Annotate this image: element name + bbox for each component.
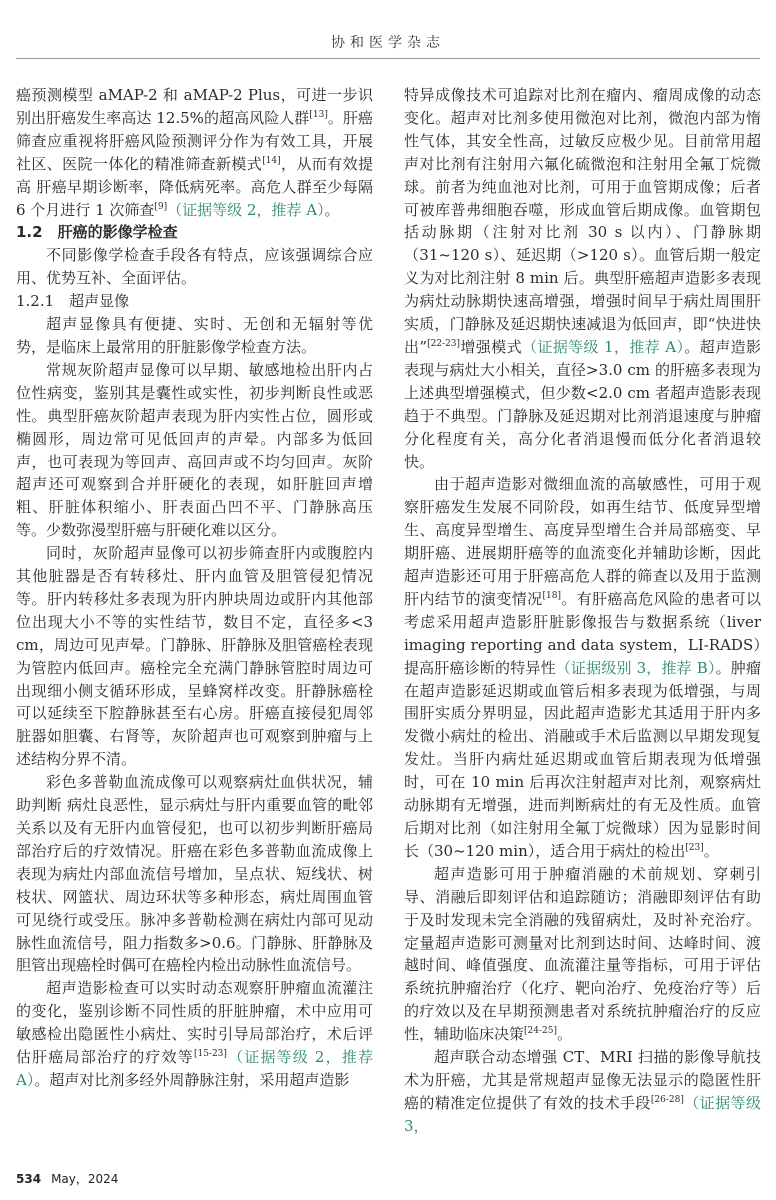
body-text: 常规灰阶超声显像可以早期、敏感地检出肝内占位性病变，鉴别其是囊性或实性，初步判断良性或恶性。典型肝癌灰阶超声表现为肝内实性占位，圆形或椭圆形，周边常可见低回声的声晕。内部多为低回声，也可表现为等回声、高回声或不均匀回声。灰阶超声还可观察到合并肝硬化的表现，如肝脏回声增粗、肝脏体积缩小、肝表面凸凹不平、门静脉高压等。少数弥漫型肝癌与肝硬化难以区分。 [16,360,373,540]
body-text: 。 [703,841,719,860]
body-text: 。有肝癌高危风险的患者可以考虑采用超声造影肝脏影像报告与数据系统（liver imaging reporting and data system，LI-RADS）提高肝癌诊断的特异性 [404,589,761,677]
body-text: 增强模式 [460,337,522,356]
citation-ref: [26-28] [650,1094,684,1105]
body-text: ，从而有效提高 肝癌早期诊断率，降低病死率。高危人群至少每隔 6 个月进行 1 次筛查 [16,154,373,219]
citation-ref: [24-25] [524,1026,557,1037]
body-text: 超声联合动态增强 CT、MRI 扫描的影像导航技术为肝癌，尤其是常规超声显像无法显示的隐匿性肝癌的精准定位提供了有效的技术手段 [404,1048,761,1112]
paragraph [16,359,373,542]
paragraph [404,84,761,473]
body-text: 同时，灰阶超声显像可以初步筛查肝内或腹腔内其他脏器是否有转移灶、肝内血管及胆管侵犯情况等。肝内转移灶多表现为肝内肿块周边或肝内其他部位出现大小不等的实性结节，数目不定，直径多<3 cm，周边可见声晕。门静脉、肝静脉及胆管癌栓表现为管腔内低回声。癌栓完全充满门静脉管腔时周边可出现细小侧支循环形成，呈蜂窝样改变。肝静脉癌栓可以延续至下腔静脉甚至右心房。肝癌直接侵犯周邻脏器如胆囊、右肾等，灰阶超声也可观察到肿瘤与上述结构分界不清。 [16,544,373,769]
issue-date: May，2024 [51,1172,119,1186]
paragraph [404,473,761,862]
body-text: 超声造影可用于肿瘤消融的术前规划、穿刺引导、消融后即刻评估和追踪随访；消融即刻评估有助于及时发现未完全消融的残留病灶，及时补充治疗。定量超声造影可测量对比剂到达时间、达峰时间、渡越时间、峰值强度、血流灌注量等指标，可用于评估系统抗肿瘤治疗（化疗、靶向治疗、免疫治疗等）后的疗效以及在早期预测患者对系统抗肿瘤治疗的反应性，辅助临床决策 [404,864,761,1044]
citation-ref: [18] [542,590,561,601]
body-text: 由于超声造影对微细血流的高敏感性，可用于观察肝癌发生发展不同阶段，如再生结节、低度异型增生、高度异型增生、高度异型增生合并局部癌变、早期肝癌、进展期肝癌等的血流变化并辅助诊断，因此超声造影还可用于肝癌高危人群的筛查以及用于监测肝内结节的演变情况 [404,475,761,608]
citation-ref: [14] [262,155,281,166]
citation-ref: [13] [309,109,328,120]
body-text: 超声造影检查可以实时动态观察肝肿瘤血流灌注的变化，鉴别诊断不同性质的肝脏肿瘤，术中应用可敏感检出隐匿性小病灶、实时引导局部治疗，术后评估肝癌局部治疗的疗效等 [16,979,373,1067]
evidence-level: （证据等级 3， [404,1093,761,1135]
body-text: 不同影像学检查手段各有特点，应该强调综合应用、优势互补、全面评估。 [16,246,373,288]
body-text: 特异成像技术可追踪对比剂在瘤内、瘤周成像的动态变化。超声对比剂多使用微泡对比剂，微泡内部为惰性气体，其安全性高，过敏反应极少见。目前常用超声对比剂有注射用六氟化硫微泡和注射用全氟丁烷微球。前者为纯血池对比剂，可用于血管期成像；后者可被库普弗细胞吞噬，形成血管后期成像。血管期包括动脉期（注射对比剂 30 s 以内）、门静脉期（31~120 s）、延迟期（>120 s）。血管后期一般定义为对比剂注射 8 min 后。典型肝癌超声造影多表现为病灶动脉期快速高增强，增强时间早于病灶周围肝实质，门静脉及延迟期快速减退为低回声，即“快进快出” [404,86,761,356]
body-text: 。 [324,200,340,219]
paragraph [16,771,373,977]
paragraph [16,977,373,1092]
body-text: 。肝癌筛查应重视将肝癌风险预测评分作为有效工具，开展社区、医院一体化的精准筛查新模式 [16,108,373,173]
body-text: 癌预测模型 aMAP-2 和 aMAP-2 Plus，可进一步识别出肝癌发生率高达 12.5%的超高风险人群 [16,86,373,127]
header-divider [16,58,760,59]
page-number: 534 [16,1172,42,1186]
paragraph [16,313,373,359]
body-text: 。超声造影表现与病灶大小相关，直径>3.0 cm 的肝癌多表现为上述典型增强模式，但少数<2.0 cm 者超声造影表现趋于不典型。门静脉及延迟期对比剂消退速度与肿瘤分化程度有关，高分化者消退慢而低分化者消退较快。 [404,337,761,471]
paragraph [16,244,373,290]
body-text: 彩色多普勒血流成像可以观察病灶血供状况，辅助判断 病灶良恶性，显示病灶与肝内重要血管的毗邻关系以及有无肝内血管侵犯，也可以初步判断肝癌局部治疗后的疗效情况。肝癌在彩色多普勒血流成像上表现为病灶内部血流信号增加，呈点状、短线状、树枝状、网篮状、周边环状等多种形态，病灶周围血管可见绕行或受压。脉冲多普勒检测在病灶内部可见动脉性血流信号，阻力指数多>0.6。门静脉、肝静脉及胆管出现癌栓时偶可在癌栓内检出动脉性血流信号。 [16,773,373,975]
paragraph [404,863,761,1046]
citation-ref: [23] [685,842,704,853]
body-text: 。 [556,1025,572,1044]
body-text: 超声显像具有便捷、实时、无创和无辐射等优势，是临床上最常用的肝脏影像学检查方法。 [16,315,373,356]
body-text: 1.2 肝癌的影像学检查 [16,223,178,242]
body-text: 。超声对比剂多经外周静脉注射，采用超声造影 [34,1070,350,1089]
body-text: 1.2.1 超声显像 [16,292,130,311]
body-text: 。肿瘤在超声造影延迟期或血管后相多表现为低增强，与周围肝实质分界明显，因此超声造影尤其适用于肝内多发微小病灶的检出、消融或手术后监测以早期发现复发灶。当肝内病灶延迟期或血管后期表现为低增强时，可在 10 min 后再次注射超声对比剂，观察病灶动脉期有无增强，进而判断病灶的有无及性质。血管后期对比剂（如注射用全氟丁烷微球）因为显影时间长（30~120 min），适合用于病灶的检出 [404,658,761,860]
evidence-level: （证据等级 2，推荐 A） [16,1048,373,1089]
citation-ref: [22-23] [427,338,461,349]
paragraph [404,1046,761,1138]
paragraph [16,84,373,221]
evidence-level: （证据级别 3，推荐 B） [555,658,716,677]
right-column [404,84,761,1138]
journal-running-header: 协和医学杂志 [331,35,445,51]
evidence-level: （证据等级 2，推荐 A） [167,200,325,219]
citation-ref: [15-23] [193,1049,227,1060]
evidence-level: （证据等级 1，推荐 A） [521,337,685,356]
paragraph [16,542,373,771]
citation-ref: [9] [154,201,168,212]
left-column [16,84,373,1092]
page-footer [16,1170,118,1187]
section-heading [16,221,373,244]
subsection-heading [16,290,373,313]
